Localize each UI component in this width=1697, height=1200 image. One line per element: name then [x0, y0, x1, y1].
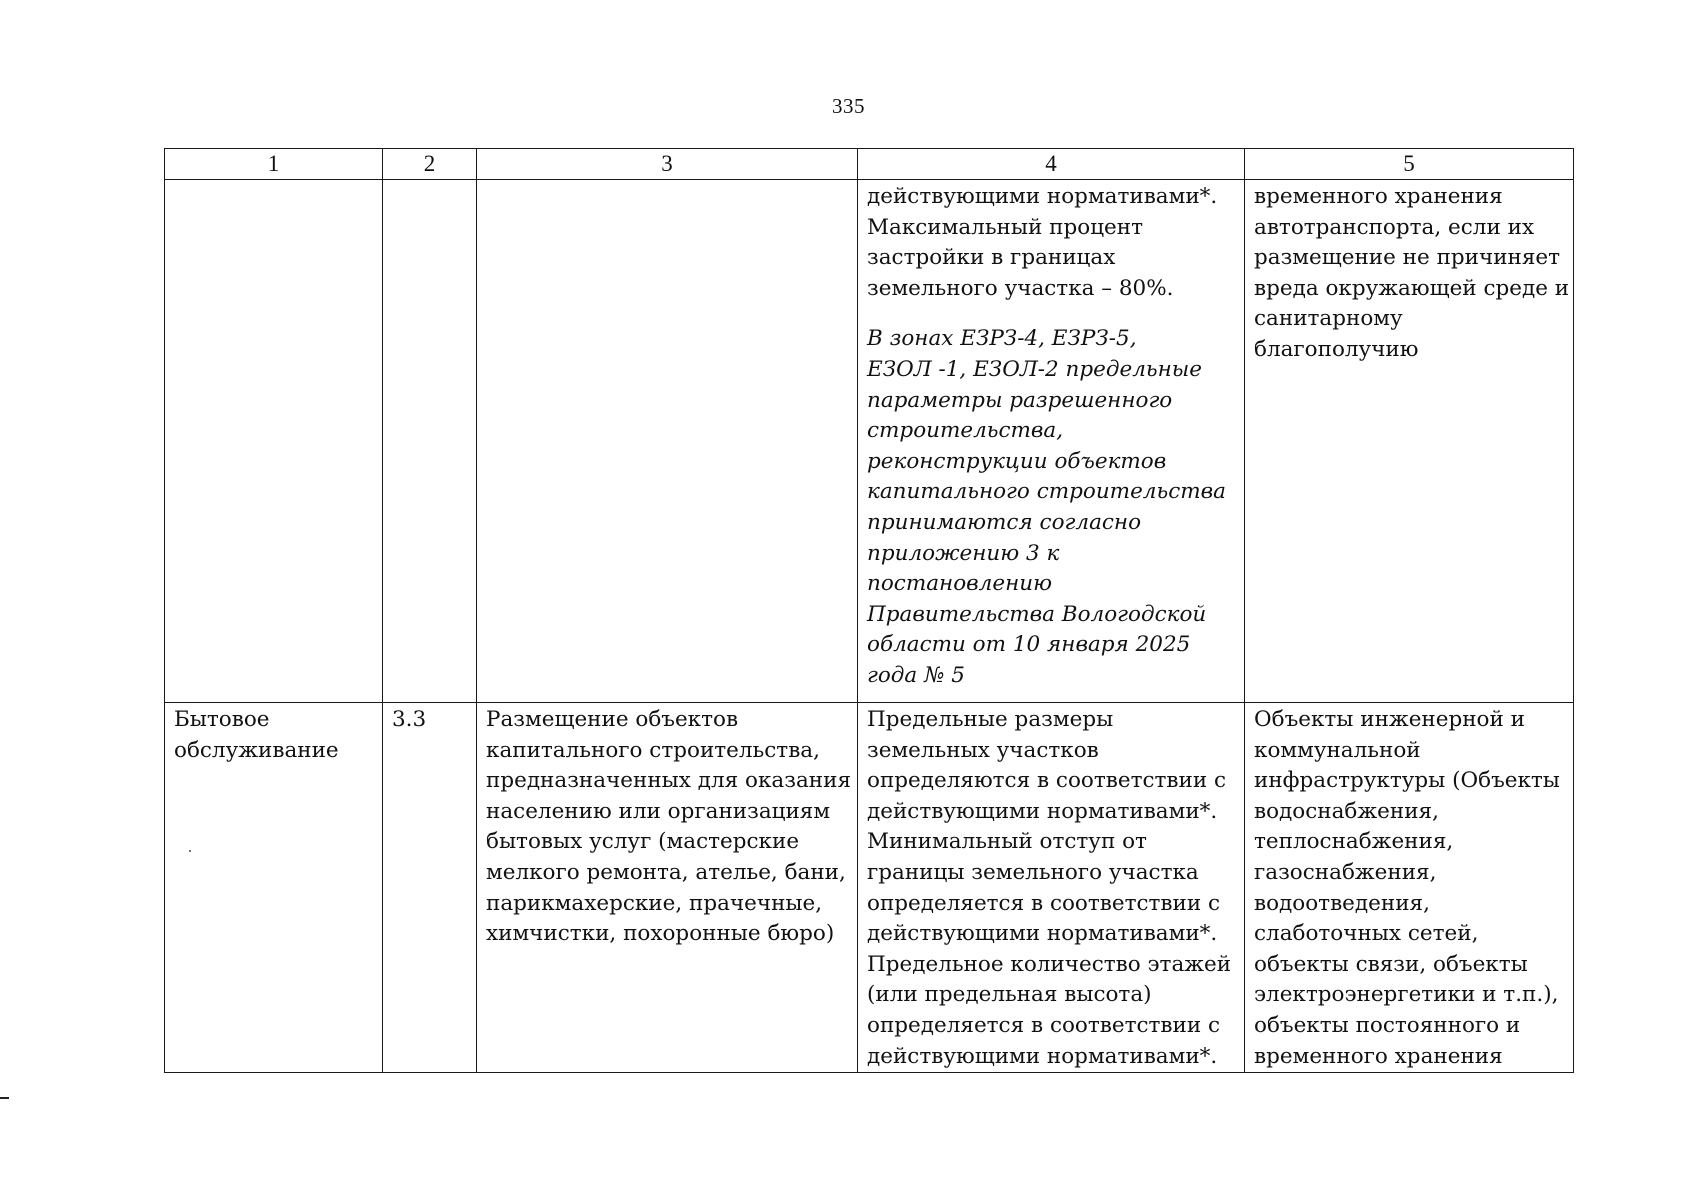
- text-line: определяется в соответствии с: [867, 1012, 1221, 1038]
- scan-speck: [189, 850, 191, 852]
- cell-parameters: [858, 180, 1245, 703]
- italic-text-line: Правительства Вологодской: [867, 601, 1207, 627]
- auxiliary-uses-text: [1254, 182, 1569, 366]
- text-line: Предельные размеры: [867, 707, 1114, 732]
- parameters-text: [867, 182, 1238, 304]
- cell-code: [383, 180, 477, 703]
- text-line: Минимальный отступ от: [867, 829, 1147, 855]
- text-line: объекты связи, объекты: [1254, 951, 1528, 977]
- table-header-row: [165, 149, 1574, 180]
- text-line: размещение не причиняет: [1254, 245, 1561, 271]
- text-line: действующими нормативами*.: [867, 184, 1218, 209]
- land-use-code: 3.3: [392, 707, 427, 732]
- page-number: 335: [832, 94, 865, 118]
- cell-land-use-name: [165, 703, 383, 1073]
- parameters-text: [867, 705, 1238, 1072]
- italic-text-line: принимаются согласно: [867, 509, 1142, 535]
- text-line: объекты постоянного и: [1254, 1012, 1521, 1038]
- text-line: мелкого ремонта, ателье, бани,: [486, 859, 846, 885]
- column-header-2: 2: [383, 149, 477, 180]
- text-line: благополучию: [1254, 336, 1419, 362]
- text-line: предназначенных для оказания: [486, 768, 852, 794]
- italic-text-line: строительства,: [867, 418, 1064, 444]
- text-line: Бытовое: [174, 707, 270, 732]
- text-line: земельного участка – 80%.: [867, 275, 1174, 301]
- land-use-name: [174, 705, 376, 766]
- text-line: определяются в соответствии с: [867, 768, 1227, 794]
- text-line: бытовых услуг (мастерские: [486, 829, 800, 855]
- cell-land-use-name: [165, 180, 383, 703]
- cell-code: [383, 703, 477, 1073]
- text-line: обслуживание: [174, 737, 339, 763]
- auxiliary-uses-text: [1254, 705, 1569, 1072]
- text-line: химчистки, похоронные бюро): [486, 921, 835, 947]
- cell-auxiliary-uses: [1245, 703, 1574, 1073]
- text-line: парикмахерские, прачечные,: [486, 890, 823, 916]
- text-line: населению или организациям: [486, 798, 831, 824]
- italic-text-line: приложению 3 к: [867, 540, 1060, 566]
- text-line: застройки в границах: [867, 245, 1116, 271]
- text-line: водоснабжения,: [1254, 798, 1439, 824]
- italic-text-line: года № 5: [867, 662, 965, 688]
- text-line: автотранспорта, если их: [1254, 214, 1535, 240]
- column-header-1: 1: [165, 149, 383, 180]
- text-line: определяется в соответствии с: [867, 890, 1221, 916]
- text-line: инфраструктуры (Объекты: [1254, 768, 1560, 794]
- cell-description: [477, 180, 858, 703]
- text-line: водоотведения,: [1254, 890, 1430, 916]
- text-line: коммунальной: [1254, 737, 1421, 763]
- table-row-consumer-services: [165, 703, 1574, 1073]
- text-line: Максимальный процент: [867, 214, 1143, 240]
- text-line: газоснабжения,: [1254, 859, 1437, 885]
- land-use-description: [486, 705, 851, 950]
- text-line: Размещение объектов: [486, 707, 739, 732]
- cell-description: [477, 703, 858, 1073]
- text-line: Объекты инженерной и: [1254, 707, 1525, 732]
- italic-text-line: постановлению: [867, 571, 1053, 597]
- text-line: теплоснабжения,: [1254, 829, 1454, 855]
- text-line: действующими нормативами*.: [867, 921, 1218, 947]
- cell-auxiliary-uses: [1245, 180, 1574, 703]
- text-line: капитального строительства,: [486, 737, 820, 763]
- italic-text-line: капитального строительства: [867, 479, 1226, 505]
- scan-edge-mark: [0, 1097, 9, 1099]
- regulation-table: [164, 148, 1574, 1073]
- cell-parameters: [858, 703, 1245, 1073]
- italic-text-line: реконструкции объектов: [867, 448, 1167, 474]
- text-line: земельных участков: [867, 737, 1099, 763]
- italic-text-line: ЕЗОЛ -1, ЕЗОЛ-2 предельные: [867, 356, 1203, 382]
- text-line: границы земельного участка: [867, 859, 1199, 885]
- text-line: санитарному: [1254, 306, 1403, 332]
- text-line: слаботочных сетей,: [1254, 921, 1479, 947]
- text-line: временного хранения: [1254, 184, 1503, 209]
- italic-text-line: области от 10 января 2025: [867, 632, 1191, 658]
- text-line: действующими нормативами*.: [867, 798, 1218, 824]
- italic-text-line: В зонах ЕЗРЗ-4, ЕЗРЗ-5,: [867, 326, 1137, 352]
- zone-parameters-note: [867, 324, 1238, 691]
- italic-text-line: параметры разрешенного: [867, 387, 1173, 413]
- text-line: временного хранения: [1254, 1043, 1503, 1069]
- text-line: вреда окружающей среде и: [1254, 275, 1570, 301]
- table-row-continuation: [165, 180, 1574, 703]
- text-line: действующими нормативами*.: [867, 1043, 1218, 1069]
- text-line: электроэнергетики и т.п.),: [1254, 982, 1559, 1008]
- column-header-5: 5: [1245, 149, 1574, 180]
- column-header-4: 4: [858, 149, 1245, 180]
- column-header-3: 3: [477, 149, 858, 180]
- text-line: Предельное количество этажей: [867, 951, 1232, 977]
- text-line: (или предельная высота): [867, 982, 1152, 1008]
